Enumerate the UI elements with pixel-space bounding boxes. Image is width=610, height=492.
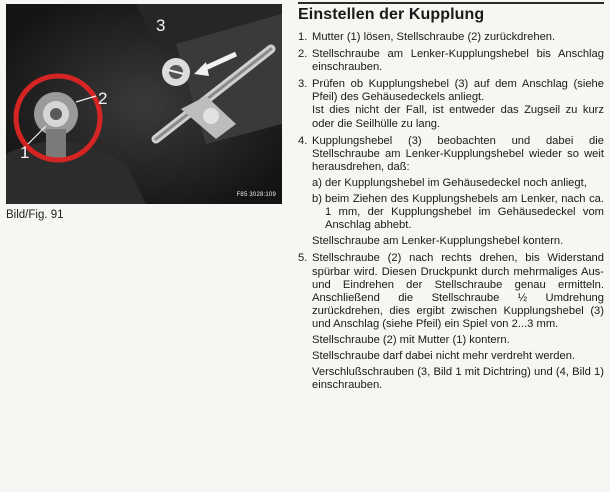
- section-title: Einstellen der Kupplung: [298, 6, 485, 23]
- step-number: 3.: [298, 78, 308, 91]
- figure-code: F85 3028:109: [236, 192, 276, 198]
- step-number: 1.: [298, 31, 308, 43]
- substep-text: der Kupplungshebel im Gehäusedeckel noch anliegt,: [325, 176, 587, 189]
- title-rule: [298, 2, 604, 4]
- substep-letter: b): [312, 193, 322, 206]
- step-number: 2.: [298, 48, 308, 61]
- figure-photo: [6, 4, 282, 204]
- step-after: Stellschraube am Lenker-Kupplungshebel kontern.: [312, 235, 564, 248]
- label-3: 3: [156, 16, 166, 35]
- substep-b: [312, 193, 604, 232]
- figure-caption: Bild/Fig. 91: [6, 209, 64, 221]
- step-note: Ist dies nicht der Fall, ist entweder das Zugseil zu kurz oder die Seilhülle zu lang.: [312, 104, 604, 130]
- step-number: 5.: [298, 252, 308, 265]
- step-text: Kupplungshebel (3) beobachten und dabei die Stellschraube am Lenker-Kupplungshebel wieder so weit herausdrehen, daß:: [312, 134, 604, 173]
- step-number: 4.: [298, 134, 308, 147]
- step-3: [298, 78, 604, 130]
- step-5: [298, 252, 604, 392]
- label-2: 2: [98, 89, 108, 108]
- step-text: Prüfen ob Kupplungshebel (3) auf dem Anschlag (siehe Pfeil) des Gehäusedeckels anliegt.: [312, 78, 604, 104]
- substep-a: [312, 177, 604, 190]
- substep-text: beim Ziehen des Kupplungshebels am Lenker, nach ca. 1 mm, der Kupplungshebel im Gehäusedeckel vom Anschlag abhebt.: [325, 193, 604, 232]
- step-4: [298, 135, 604, 249]
- instructions-column: [298, 2, 604, 396]
- step-para: Verschlußschrauben (3, Bild 1 mit Dichtring) und (4, Bild 1) einschrauben.: [312, 366, 604, 392]
- step-para: Stellschraube darf dabei nicht mehr verdreht werden.: [312, 350, 576, 363]
- step-2: [298, 48, 604, 74]
- substep-letter: a): [312, 176, 322, 189]
- step-text: Stellschraube am Lenker-Kupplungshebel bis Anschlag einschrauben.: [312, 48, 604, 74]
- step-1: [298, 31, 604, 44]
- figure-illustration: [6, 4, 282, 204]
- step-para: Stellschraube (2) mit Mutter (1) kontern.: [312, 333, 510, 346]
- step-text: Stellschraube (2) nach rechts drehen, bis Widerstand spürbar wird. Diesen Druckpunkt durch mehrmaliges Aus- und Eindrehen der Stellschraube genau ermitteln. Anschließend die Stellschraube ½ Umdrehung zurückdrehen, dies ergibt zwischen Kupplungshebel (3) und Anschlag (siehe Pfeil) ein Spiel von 2...3 mm.: [312, 252, 604, 330]
- steps-list: [298, 31, 604, 392]
- step-text: Mutter (1) lösen, Stellschraube (2) zurückdrehen.: [312, 31, 556, 43]
- label-1: 1: [20, 143, 30, 162]
